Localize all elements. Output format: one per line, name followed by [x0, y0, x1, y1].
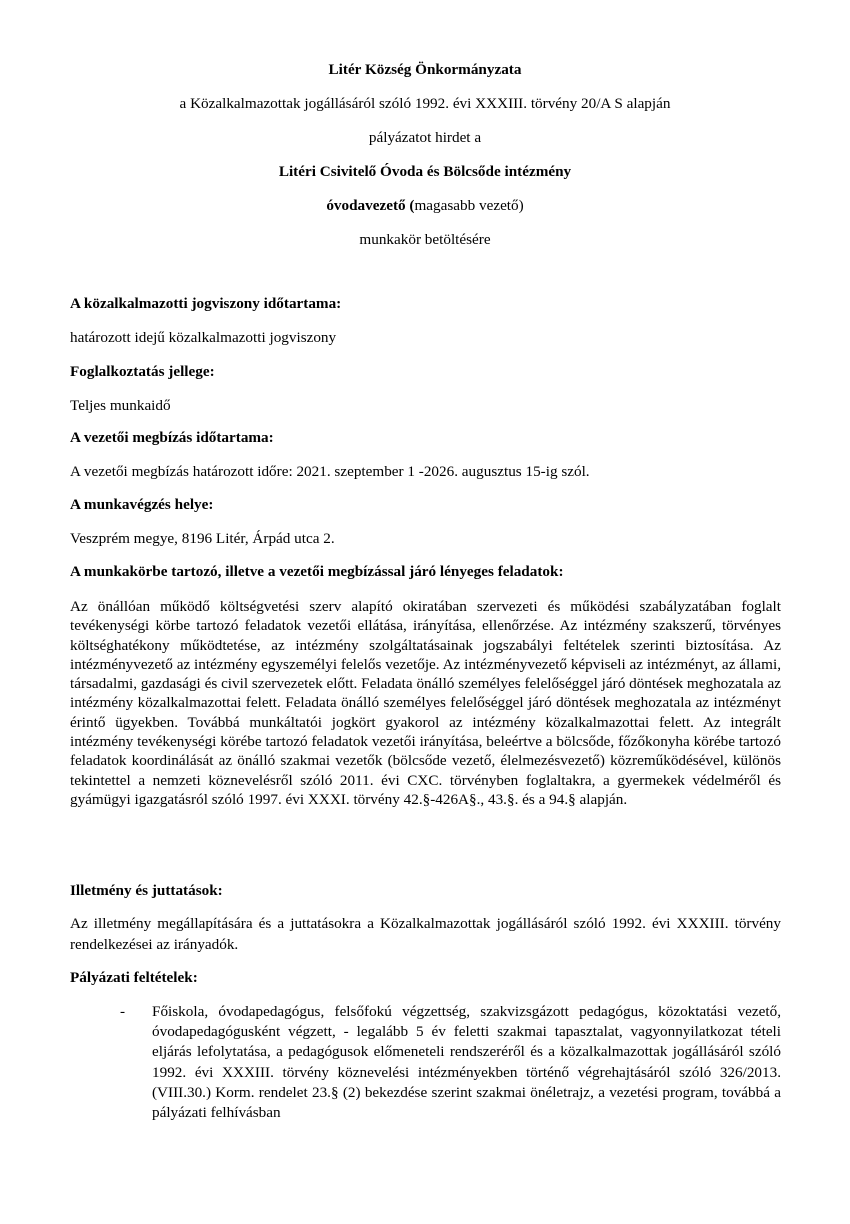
duration-text: határozott idejű közalkalmazotti jogviszony — [70, 329, 337, 346]
conditions-list-item: Főiskola, óvodapedagógus, felsőfokú végzettség, szakvizsgázott pedagógus, közoktatási vezető, óvodapedagógusként végzett, - legalább 5 év feletti szakmai tapasztalat, vagyonnyilatkozat tételi eljárás lefolytatása, a pedagógusok előmeneteli rendszeréről és a közalkalmazottak jogállásáról szóló 1992. évi XXXIII. törvény köznevelési intézményekben történő végrehajtásáról szóló 326/2013. (VIII.30.) Korm. rendelet 23.§ (2) bekezdése szerint szakmai önéletrajz, a vezetési program, továbbá a pályázati felhívásban — [152, 1003, 781, 1122]
salary-paragraph: Az illetmény megállapítására és a juttatásokra a Közalkalmazottak jogállásáról szóló 1992. évi XXXIII. törvény rendelkezései az irányadók. — [70, 915, 781, 953]
duties-paragraph: Az önállóan működő költségvetési szerv alapító okiratában szervezeti és működési szabályzatában foglalt tevékenységi körbe tartozó feladatok vezetői ellátása, irányítása, ellenőrzése. Az intézmény szakszerű, törvényes költséghatékony működtetése, az intézmény szolgáltatásainak jogszabályi feltételek szerinti biztosítása. Az intézményvezető az intézmény egyszemélyi felelős vezetője. Az intézményvezető képviseli az intézményt, az állami, társadalmi, gazdasági és civil szervezetek előtt. Feladata önálló személyes felelőséggel járó döntések meghozatala az intézmény közalkalmazottai felett. Feladata önálló személyes felelőséggel járó döntések meghozatala az intézményt érintő ügyekben. Továbbá munkáltatói jogkört gyakorol az intézmény közalkalmazottai felett. Az integrált intézmény tevékenységi körébe tartozó feladatok vezetői irányítása, beleértve a bölcsőde, főzőkonyha körébe tartozó feladatok koordinálását az önálló szakmai vezetők (bölcsőde vezető, élelmezésvezető) közreműködésével, különös tekintettel a nemzeti köznevelésről szóló 2011. évi CXC. törvényben foglaltakra, a gyermekek védelméről és gyámügyi igazgatásról szóló 1997. évi XXXI. törvény 42.§-426A§., 43.§. és a 94.§ alapján. — [70, 598, 781, 808]
announce-line: pályázatot hirdet a — [368, 129, 482, 146]
duration-heading: A közalkalmazotti jogviszony időtartama: — [70, 295, 342, 312]
law-reference-line: a Közalkalmazottak jogállásáról szóló 1992. évi XXXIII. törvény 20/A S alapján — [179, 95, 671, 112]
mandate-heading: A vezetői megbízás időtartama: — [70, 429, 274, 446]
employment-heading: Foglalkoztatás jellege: — [70, 363, 215, 380]
place-text: Veszprém megye, 8196 Litér, Árpád utca 2. — [70, 530, 335, 547]
position-subtitle: magasabb vezető) — [414, 197, 524, 214]
duties-heading: A munkakörbe tartozó, illetve a vezetői megbízással járó lényeges feladatok: — [70, 563, 564, 580]
list-bullet: - — [120, 1003, 126, 1020]
salary-heading: Illetmény és juttatások: — [70, 882, 223, 899]
mandate-text: A vezetői megbízás határozott időre: 2021. szeptember 1 -2026. augusztus 15-ig szól. — [70, 463, 590, 480]
position-title: óvodavezető ( — [326, 197, 415, 214]
org-title: Litér Község Önkormányzata — [328, 61, 522, 78]
place-heading: A munkavégzés helye: — [70, 496, 214, 513]
position-line — [0, 196, 850, 216]
employment-text: Teljes munkaidő — [70, 397, 171, 414]
conditions-heading: Pályázati feltételek: — [70, 969, 198, 986]
filling-line: munkakör betöltésére — [359, 231, 491, 248]
institution-title: Litéri Csivitelő Óvoda és Bölcsőde intézmény — [278, 163, 572, 180]
